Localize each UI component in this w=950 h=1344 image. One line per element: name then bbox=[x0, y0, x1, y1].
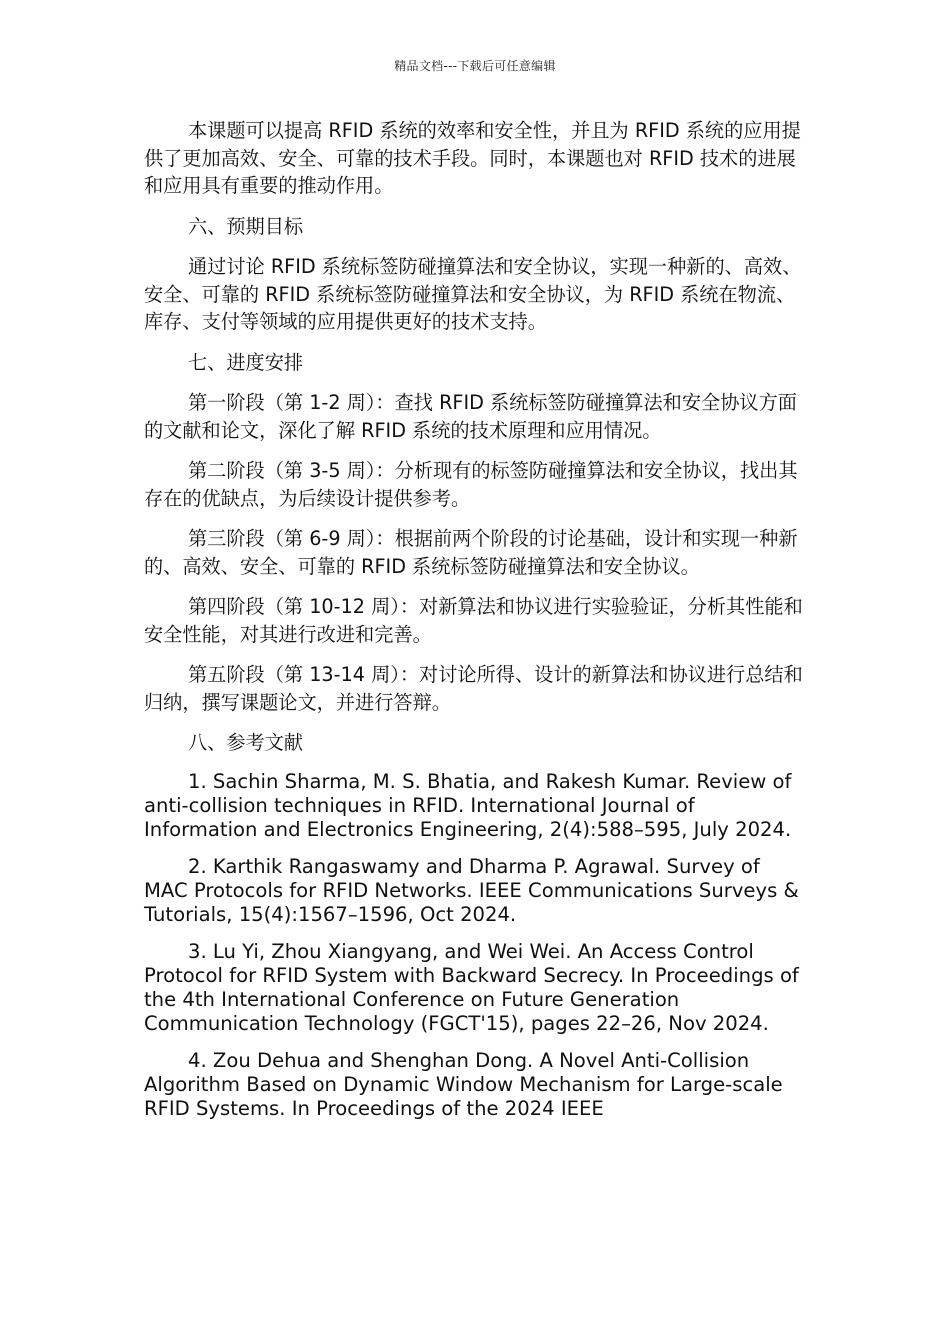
document-body bbox=[144, 117, 808, 1134]
reference-item-2: 2. Karthik Rangaswamy and Dharma P. Agrawal. Survey of MAC Protocols for RFID Networks. IEEE Communications Surveys & Tutorials, 15(4):1567–1596, Oct 2024. bbox=[144, 854, 799, 926]
schedule-stage-2: 第二阶段（第 3-5 周）：分析现有的标签防碰撞算法和安全协议，找出其存在的优缺点，为后续设计提供参考。 bbox=[144, 459, 798, 510]
intro-paragraph: 本课题可以提高 RFID 系统的效率和安全性，并且为 RFID 系统的应用提供了更加高效、安全、可靠的技术手段。同时，本课题也对 RFID 技术的进展和应用具有重要的推动作用。 bbox=[144, 119, 801, 197]
schedule-stage-1: 第一阶段（第 1-2 周）：查找 RFID 系统标签防碰撞算法和安全协议方面的文献和论文，深化了解 RFID 系统的技术原理和应用情况。 bbox=[144, 391, 797, 442]
reference-item-4: 4. Zou Dehua and Shenghan Dong. A Novel Anti-Collision Algorithm Based on Dynamic Window Mechanism for Large-scale RFID Systems. In Proceedings of the 2024 IEEE bbox=[144, 1048, 783, 1120]
reference-item-3: 3. Lu Yi, Zhou Xiangyang, and Wei Wei. An Access Control Protocol for RFID System with Backward Secrecy. In Proceedings of the 4th International Conference on Future Generation Communication Technology (FGCT'15), pages 22–26, Nov 2024. bbox=[144, 939, 799, 1035]
section-heading-schedule: 七、进度安排 bbox=[188, 350, 304, 374]
schedule-stage-5: 第五阶段（第 13-14 周）：对讨论所得、设计的新算法和协议进行总结和归纳，撰写课题论文，并进行答辩。 bbox=[144, 663, 803, 714]
section-heading-references: 八、参考文献 bbox=[188, 731, 304, 754]
page-header: 精品文档---下载后可任意编辑 bbox=[394, 59, 556, 73]
section-heading-goals: 六、预期目标 bbox=[188, 214, 304, 238]
goals-paragraph: 通过讨论 RFID 系统标签防碰撞算法和安全协议，实现一种新的、高效、安全、可靠的 RFID 系统标签防碰撞算法和安全协议，为 RFID 系统在物流、库存、支付等领域的应用提供更好的技术支持。 bbox=[144, 255, 802, 333]
schedule-stage-3: 第三阶段（第 6-9 周）：根据前两个阶段的讨论基础，设计和实现一种新的、高效、安全、可靠的 RFID 系统标签防碰撞算法和安全协议。 bbox=[144, 527, 798, 578]
reference-item-1: 1. Sachin Sharma, M. S. Bhatia, and Rakesh Kumar. Review of anti-collision techniques in RFID. International Journal of Information and Electronics Engineering, 2(4):588–595, July 2024. bbox=[144, 769, 792, 841]
schedule-stage-4: 第四阶段（第 10-12 周）：对新算法和协议进行实验验证，分析其性能和安全性能，对其进行改进和完善。 bbox=[144, 595, 803, 646]
